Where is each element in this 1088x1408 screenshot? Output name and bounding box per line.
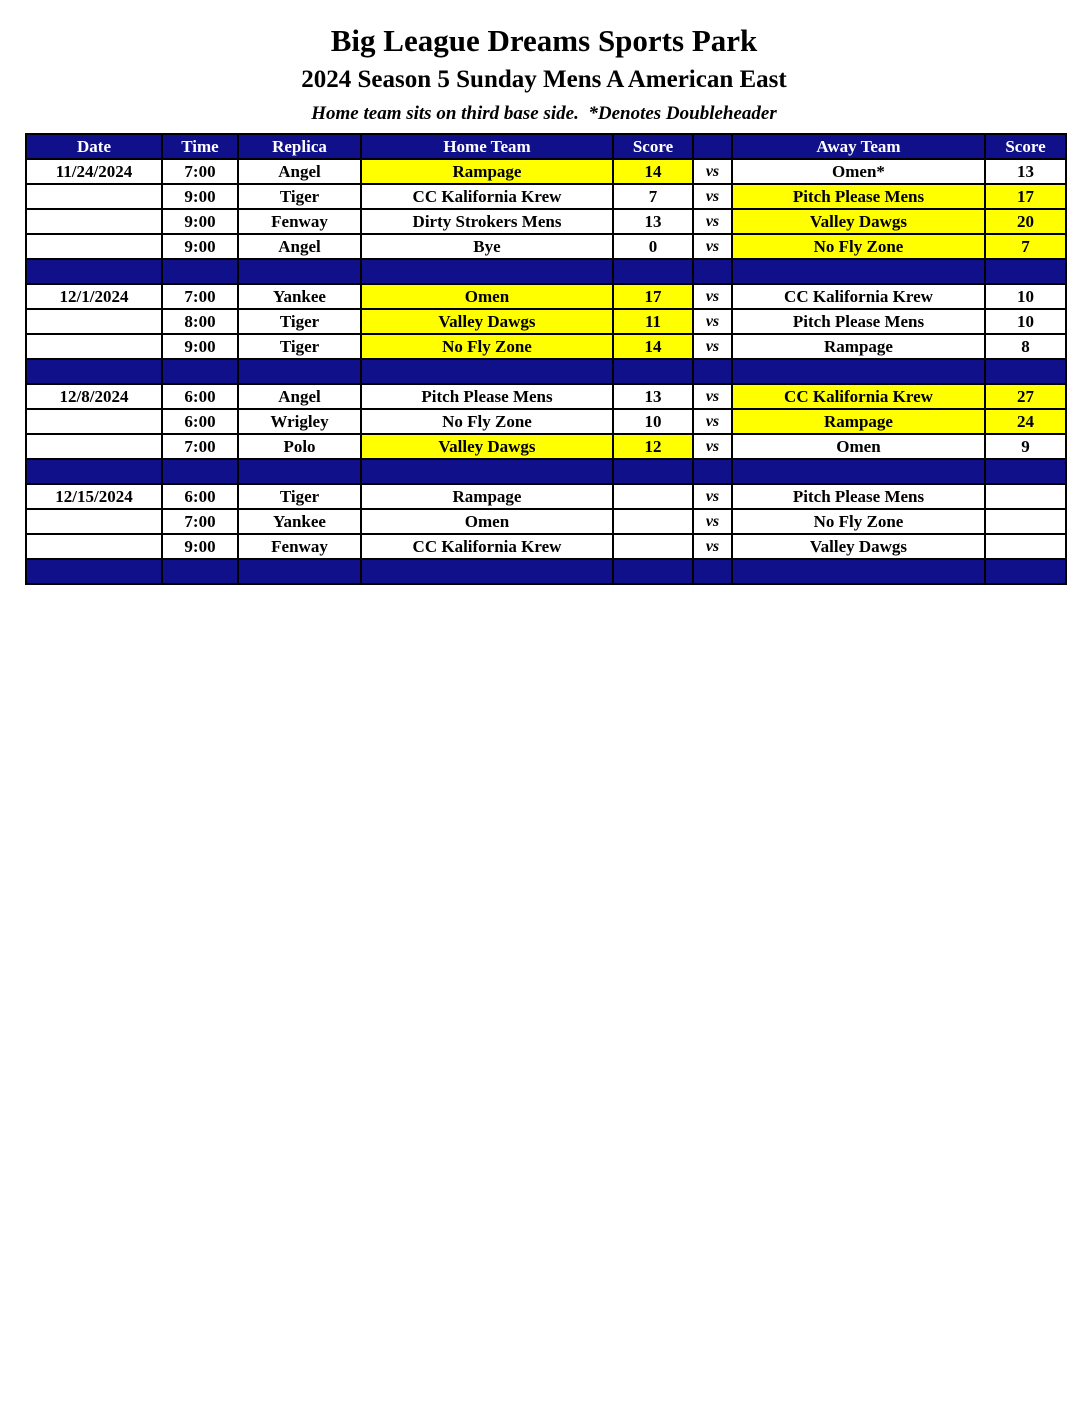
time-cell: 7:00 — [162, 159, 238, 184]
replica-cell: Polo — [238, 434, 361, 459]
vs-cell: vs — [693, 534, 732, 559]
game-row — [26, 284, 1066, 309]
home-score-cell: 14 — [613, 159, 693, 184]
replica-cell: Yankee — [238, 284, 361, 309]
away-score-cell: 24 — [985, 409, 1066, 434]
home-cell: Omen — [361, 509, 613, 534]
away-cell: Pitch Please Mens — [732, 184, 985, 209]
away-cell: Rampage — [732, 334, 985, 359]
home-team-note: Home team sits on third base side. *Denotes Doubleheader — [311, 103, 777, 124]
away-cell: No Fly Zone — [732, 509, 985, 534]
away-cell: Valley Dawgs — [732, 534, 985, 559]
away-score-cell — [985, 509, 1066, 534]
separator-cell — [732, 559, 985, 584]
separator-cell — [613, 359, 693, 384]
separator-cell — [613, 559, 693, 584]
separator-cell — [238, 359, 361, 384]
replica-cell: Tiger — [238, 184, 361, 209]
date-cell — [26, 509, 162, 534]
away-score-cell — [985, 534, 1066, 559]
away-cell: Pitch Please Mens — [732, 484, 985, 509]
separator-cell — [985, 559, 1066, 584]
vs-cell: vs — [693, 484, 732, 509]
page-header — [0, 0, 1088, 125]
date-cell — [26, 409, 162, 434]
home-team-column-header: Home Team — [361, 134, 613, 159]
home-score-cell — [613, 484, 693, 509]
vs-cell: vs — [693, 184, 732, 209]
time-cell: 9:00 — [162, 209, 238, 234]
separator-row — [26, 359, 1066, 384]
vs-cell: vs — [693, 284, 732, 309]
separator-cell — [732, 459, 985, 484]
date-cell — [26, 334, 162, 359]
home-cell: Dirty Strokers Mens — [361, 209, 613, 234]
home-score-cell: 11 — [613, 309, 693, 334]
separator-cell — [162, 559, 238, 584]
separator-cell — [693, 259, 732, 284]
away-cell: Omen* — [732, 159, 985, 184]
home-score-cell: 13 — [613, 384, 693, 409]
page-subtitle: 2024 Season 5 Sunday Mens A American East — [301, 66, 787, 93]
away-cell: Omen — [732, 434, 985, 459]
time-cell: 7:00 — [162, 284, 238, 309]
away-cell: Valley Dawgs — [732, 209, 985, 234]
game-row — [26, 209, 1066, 234]
home-score-cell — [613, 534, 693, 559]
home-cell: Valley Dawgs — [361, 309, 613, 334]
vs-cell: vs — [693, 209, 732, 234]
game-row — [26, 534, 1066, 559]
schedule-table — [25, 133, 1067, 585]
away-score-cell: 27 — [985, 384, 1066, 409]
time-cell: 9:00 — [162, 334, 238, 359]
home-score-cell: 14 — [613, 334, 693, 359]
schedule-table-body — [26, 159, 1066, 584]
date-cell — [26, 209, 162, 234]
vs-cell: vs — [693, 234, 732, 259]
separator-cell — [613, 259, 693, 284]
home-cell: Bye — [361, 234, 613, 259]
game-row — [26, 509, 1066, 534]
separator-row — [26, 559, 1066, 584]
game-row — [26, 184, 1066, 209]
away-score-cell: 13 — [985, 159, 1066, 184]
separator-cell — [985, 459, 1066, 484]
time-cell: 6:00 — [162, 384, 238, 409]
game-row — [26, 384, 1066, 409]
date-cell — [26, 434, 162, 459]
separator-cell — [238, 559, 361, 584]
separator-cell — [26, 459, 162, 484]
separator-cell — [732, 259, 985, 284]
away-team-column-header: Away Team — [732, 134, 985, 159]
away-cell: CC Kalifornia Krew — [732, 384, 985, 409]
vs-cell: vs — [693, 309, 732, 334]
separator-cell — [238, 259, 361, 284]
replica-cell: Fenway — [238, 534, 361, 559]
away-score-cell — [985, 484, 1066, 509]
away-score-column-header: Score — [985, 134, 1066, 159]
vs-cell: vs — [693, 159, 732, 184]
time-cell: 6:00 — [162, 484, 238, 509]
date-cell: 11/24/2024 — [26, 159, 162, 184]
separator-cell — [361, 359, 613, 384]
away-score-cell: 7 — [985, 234, 1066, 259]
replica-cell: Angel — [238, 159, 361, 184]
vs-cell: vs — [693, 384, 732, 409]
vs-cell: vs — [693, 409, 732, 434]
date-cell — [26, 309, 162, 334]
separator-cell — [361, 259, 613, 284]
separator-cell — [162, 459, 238, 484]
away-cell: No Fly Zone — [732, 234, 985, 259]
game-row — [26, 159, 1066, 184]
home-score-cell: 17 — [613, 284, 693, 309]
time-cell: 7:00 — [162, 509, 238, 534]
date-cell: 12/8/2024 — [26, 384, 162, 409]
separator-cell — [162, 359, 238, 384]
replica-column-header: Replica — [238, 134, 361, 159]
date-cell: 12/15/2024 — [26, 484, 162, 509]
home-cell: Rampage — [361, 159, 613, 184]
home-cell: Valley Dawgs — [361, 434, 613, 459]
separator-cell — [162, 259, 238, 284]
vs-cell: vs — [693, 509, 732, 534]
home-cell: Pitch Please Mens — [361, 384, 613, 409]
separator-cell — [985, 259, 1066, 284]
replica-cell: Angel — [238, 234, 361, 259]
home-cell: CC Kalifornia Krew — [361, 184, 613, 209]
date-cell — [26, 234, 162, 259]
time-cell: 6:00 — [162, 409, 238, 434]
replica-cell: Yankee — [238, 509, 361, 534]
home-score-cell: 7 — [613, 184, 693, 209]
home-score-column-header: Score — [613, 134, 693, 159]
separator-cell — [732, 359, 985, 384]
away-score-cell: 17 — [985, 184, 1066, 209]
replica-cell: Fenway — [238, 209, 361, 234]
home-cell: Rampage — [361, 484, 613, 509]
home-score-cell — [613, 509, 693, 534]
replica-cell: Wrigley — [238, 409, 361, 434]
away-score-cell: 10 — [985, 309, 1066, 334]
header-row — [26, 134, 1066, 159]
home-score-cell: 10 — [613, 409, 693, 434]
time-cell: 9:00 — [162, 234, 238, 259]
separator-cell — [26, 359, 162, 384]
home-score-cell: 13 — [613, 209, 693, 234]
home-cell: No Fly Zone — [361, 334, 613, 359]
home-score-cell: 12 — [613, 434, 693, 459]
separator-cell — [693, 359, 732, 384]
away-score-cell: 8 — [985, 334, 1066, 359]
separator-cell — [361, 559, 613, 584]
separator-cell — [693, 559, 732, 584]
vs-column-header — [693, 134, 732, 159]
away-score-cell: 20 — [985, 209, 1066, 234]
replica-cell: Tiger — [238, 309, 361, 334]
replica-cell: Tiger — [238, 334, 361, 359]
separator-cell — [613, 459, 693, 484]
away-cell: Rampage — [732, 409, 985, 434]
home-cell: No Fly Zone — [361, 409, 613, 434]
separator-cell — [985, 359, 1066, 384]
separator-cell — [693, 459, 732, 484]
away-cell: CC Kalifornia Krew — [732, 284, 985, 309]
separator-row — [26, 459, 1066, 484]
separator-cell — [26, 559, 162, 584]
game-row — [26, 484, 1066, 509]
separator-cell — [238, 459, 361, 484]
vs-cell: vs — [693, 434, 732, 459]
home-cell: Omen — [361, 284, 613, 309]
game-row — [26, 234, 1066, 259]
game-row — [26, 409, 1066, 434]
date-cell — [26, 184, 162, 209]
away-score-cell: 9 — [985, 434, 1066, 459]
away-cell: Pitch Please Mens — [732, 309, 985, 334]
date-column-header: Date — [26, 134, 162, 159]
home-score-cell: 0 — [613, 234, 693, 259]
home-cell: CC Kalifornia Krew — [361, 534, 613, 559]
page-title: Big League Dreams Sports Park — [330, 23, 758, 58]
schedule-table-header — [26, 134, 1066, 159]
game-row — [26, 309, 1066, 334]
game-row — [26, 334, 1066, 359]
away-score-cell: 10 — [985, 284, 1066, 309]
separator-row — [26, 259, 1066, 284]
separator-cell — [361, 459, 613, 484]
replica-cell: Tiger — [238, 484, 361, 509]
time-cell: 7:00 — [162, 434, 238, 459]
time-cell: 9:00 — [162, 534, 238, 559]
time-cell: 8:00 — [162, 309, 238, 334]
date-cell — [26, 534, 162, 559]
date-cell: 12/1/2024 — [26, 284, 162, 309]
time-column-header: Time — [162, 134, 238, 159]
time-cell: 9:00 — [162, 184, 238, 209]
vs-cell: vs — [693, 334, 732, 359]
game-row — [26, 434, 1066, 459]
separator-cell — [26, 259, 162, 284]
replica-cell: Angel — [238, 384, 361, 409]
